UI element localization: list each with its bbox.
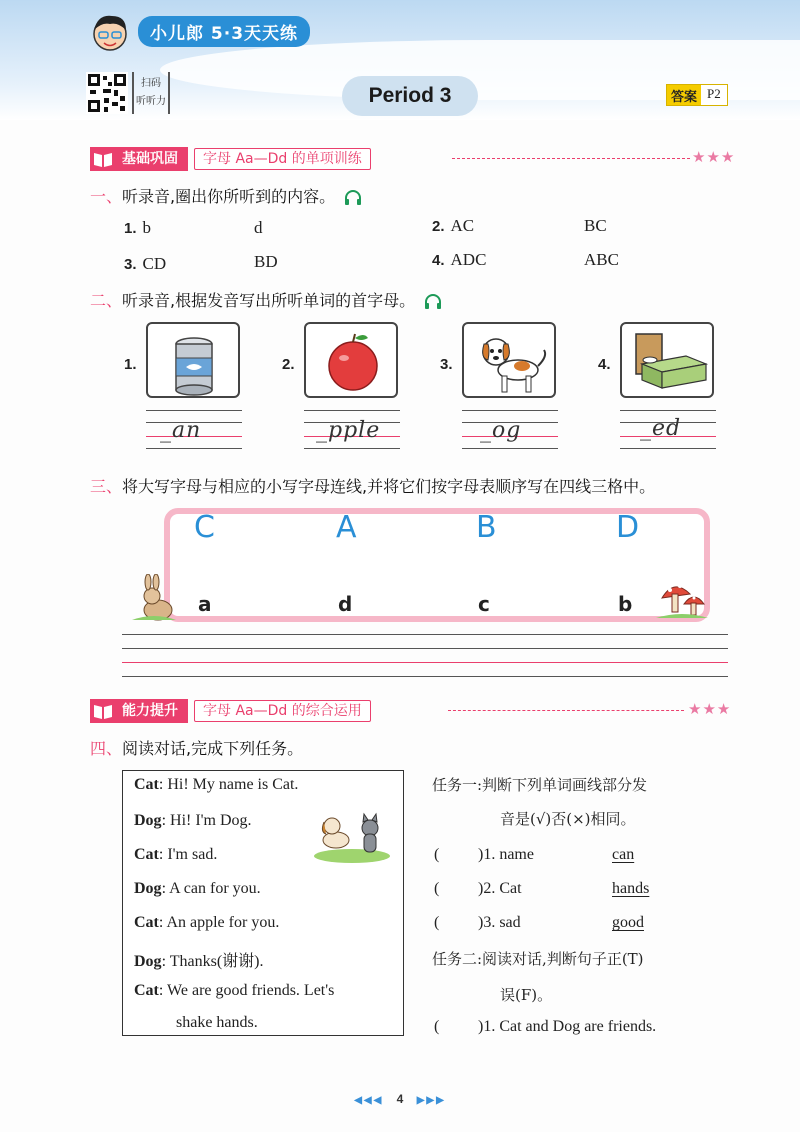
speaker: Cat bbox=[134, 776, 159, 793]
question-number: 三、 bbox=[90, 477, 123, 496]
can-picture bbox=[146, 322, 240, 398]
choice-b[interactable]: ABC bbox=[584, 250, 619, 269]
utterance: : An apple for you. bbox=[158, 914, 280, 931]
utterance: : A can for you. bbox=[161, 880, 261, 897]
question-4-heading bbox=[90, 736, 303, 759]
picture-number: 2. bbox=[282, 356, 295, 373]
dog-icon bbox=[464, 324, 556, 398]
question-1-heading bbox=[90, 184, 362, 207]
handwritten-word: _an bbox=[160, 418, 202, 443]
difficulty-stars: ★★★ bbox=[688, 700, 732, 718]
answer-paren[interactable]: ( bbox=[434, 914, 440, 931]
section-bar-advanced bbox=[90, 698, 371, 724]
dialog-line bbox=[134, 914, 279, 932]
section-subtitle: 字母 Aa—Dd 的单项训练 bbox=[194, 148, 371, 170]
choice-a[interactable]: AC bbox=[450, 216, 475, 235]
q1-item-1 bbox=[124, 218, 151, 238]
lowercase-letter[interactable]: c bbox=[478, 592, 490, 616]
compare-word: good bbox=[612, 914, 644, 931]
picture-number: 1. bbox=[124, 356, 137, 373]
lowercase-letter[interactable]: a bbox=[198, 592, 212, 616]
dialog-line bbox=[134, 846, 217, 864]
item-number: 1. bbox=[124, 220, 137, 237]
apple-picture bbox=[304, 322, 398, 398]
answer-paren[interactable]: ( bbox=[434, 880, 440, 897]
utterance: : Hi! I'm Dog. bbox=[161, 812, 252, 829]
answer-paren[interactable]: ( bbox=[434, 1018, 440, 1035]
choice-a[interactable]: b bbox=[142, 218, 152, 237]
task-1-item: )1. name bbox=[478, 846, 534, 863]
task-2-title: 任务二:阅读对话,判断句子正(T) bbox=[432, 950, 644, 968]
picture-number: 3. bbox=[440, 356, 453, 373]
task-1-title: 任务一:判断下列单词画线部分发 bbox=[432, 776, 648, 794]
scan-listen-label bbox=[132, 72, 170, 114]
item-number: 4. bbox=[432, 252, 445, 269]
boy-mascot-icon bbox=[88, 10, 132, 56]
answer-paren[interactable]: ( bbox=[434, 846, 440, 863]
uppercase-letter[interactable]: B bbox=[476, 510, 497, 545]
speaker: Cat bbox=[134, 914, 159, 931]
answer-label: 答案 bbox=[667, 85, 701, 105]
task-2-title-cont: 误(F)。 bbox=[500, 986, 553, 1004]
question-text: 听录音,根据发音写出所听单词的首字母。 bbox=[122, 291, 416, 310]
choice-b[interactable]: BC bbox=[584, 216, 607, 235]
task-1-title-cont: 音是(√)否(×)相同。 bbox=[500, 810, 636, 828]
alphabet-writing-lines[interactable] bbox=[122, 634, 728, 678]
question-number: 二、 bbox=[90, 291, 123, 310]
dialog-line bbox=[134, 982, 334, 1000]
q1-item-3 bbox=[124, 254, 166, 274]
apple-icon bbox=[306, 324, 398, 398]
dialog-line bbox=[134, 812, 252, 830]
speaker: Cat bbox=[134, 846, 159, 863]
question-number: 四、 bbox=[90, 739, 123, 758]
uppercase-letter[interactable]: D bbox=[616, 510, 640, 545]
section-tag: 基础巩固 bbox=[116, 147, 188, 171]
headphones-icon[interactable] bbox=[344, 190, 362, 206]
speaker: Cat bbox=[134, 982, 159, 999]
task-1-item: )3. sad bbox=[478, 914, 521, 931]
utterance: : We are good friends. Let's bbox=[158, 982, 335, 999]
speaker: Dog bbox=[134, 880, 162, 897]
question-text: 阅读对话,完成下列任务。 bbox=[122, 739, 304, 758]
choice-a[interactable]: CD bbox=[142, 254, 167, 273]
scan-text: 扫码 bbox=[141, 78, 161, 89]
section-tag: 能力提升 bbox=[116, 699, 188, 723]
page-number: 4 bbox=[396, 1092, 404, 1106]
rabbit-icon bbox=[132, 574, 176, 622]
question-text: 将大写字母与相应的小写字母连线,并将它们按字母表顺序写在四线三格中。 bbox=[122, 477, 656, 496]
bed-picture bbox=[620, 322, 714, 398]
question-2-heading bbox=[90, 288, 442, 311]
dialog-line-continued: shake hands. bbox=[176, 1014, 258, 1031]
speaker: Dog bbox=[134, 812, 162, 829]
listen-text: 听听力 bbox=[136, 96, 166, 107]
cat-and-dog-icon bbox=[312, 808, 392, 864]
utterance: : Thanks(谢谢). bbox=[161, 953, 264, 970]
uppercase-letter[interactable]: C bbox=[194, 510, 215, 545]
book-icon bbox=[90, 147, 116, 171]
answer-badge[interactable] bbox=[666, 84, 728, 106]
can-icon bbox=[148, 324, 240, 398]
utterance: : I'm sad. bbox=[158, 846, 218, 863]
dog-picture bbox=[462, 322, 556, 398]
divider bbox=[452, 158, 690, 159]
choice-b[interactable]: BD bbox=[254, 252, 278, 271]
handwritten-word: _ed bbox=[640, 416, 682, 441]
brand-label: 小儿郎 5·3天天练 bbox=[138, 16, 310, 47]
question-3-heading bbox=[90, 474, 655, 497]
q1-item-2 bbox=[432, 216, 474, 236]
page-title: Period 3 bbox=[342, 76, 478, 116]
qr-code-icon[interactable] bbox=[86, 72, 128, 114]
answer-page: P2 bbox=[701, 85, 727, 105]
page-footer bbox=[0, 1092, 800, 1106]
compare-word: can bbox=[612, 846, 635, 863]
handwritten-word: _pple bbox=[316, 418, 381, 443]
speaker: Dog bbox=[134, 953, 162, 970]
section-bar-basic bbox=[90, 146, 371, 172]
dialog-line bbox=[134, 948, 263, 971]
dialog-line bbox=[134, 776, 298, 794]
bed-icon bbox=[622, 324, 714, 398]
utterance: : Hi! My name is Cat. bbox=[158, 776, 299, 793]
question-number: 一、 bbox=[90, 187, 123, 206]
item-number: 2. bbox=[432, 218, 445, 235]
left-arrows-icon: ◀◀◀ bbox=[354, 1095, 384, 1106]
task-1-item: )2. Cat bbox=[478, 880, 522, 897]
lowercase-letter[interactable]: d bbox=[338, 592, 353, 616]
mushroom-icon bbox=[656, 576, 708, 620]
right-arrows-icon: ▶▶▶ bbox=[416, 1095, 446, 1106]
handwritten-word: _og bbox=[480, 418, 522, 443]
task-2-item: )1. Cat and Dog are friends. bbox=[478, 1018, 657, 1035]
choice-a[interactable]: ADC bbox=[450, 250, 487, 269]
lowercase-letter[interactable]: b bbox=[618, 592, 633, 616]
picture-number: 4. bbox=[598, 356, 611, 373]
difficulty-stars: ★★★ bbox=[692, 148, 736, 166]
q1-item-4 bbox=[432, 250, 486, 270]
uppercase-letter[interactable]: A bbox=[336, 510, 357, 545]
compare-word: hands bbox=[612, 880, 650, 897]
book-icon bbox=[90, 699, 116, 723]
dialog-line bbox=[134, 880, 261, 898]
section-subtitle: 字母 Aa—Dd 的综合运用 bbox=[194, 700, 371, 722]
item-number: 3. bbox=[124, 256, 137, 273]
question-text: 听录音,圈出你所听到的内容。 bbox=[122, 187, 336, 206]
choice-b[interactable]: d bbox=[254, 218, 263, 237]
headphones-icon[interactable] bbox=[424, 294, 442, 310]
divider bbox=[448, 710, 684, 711]
